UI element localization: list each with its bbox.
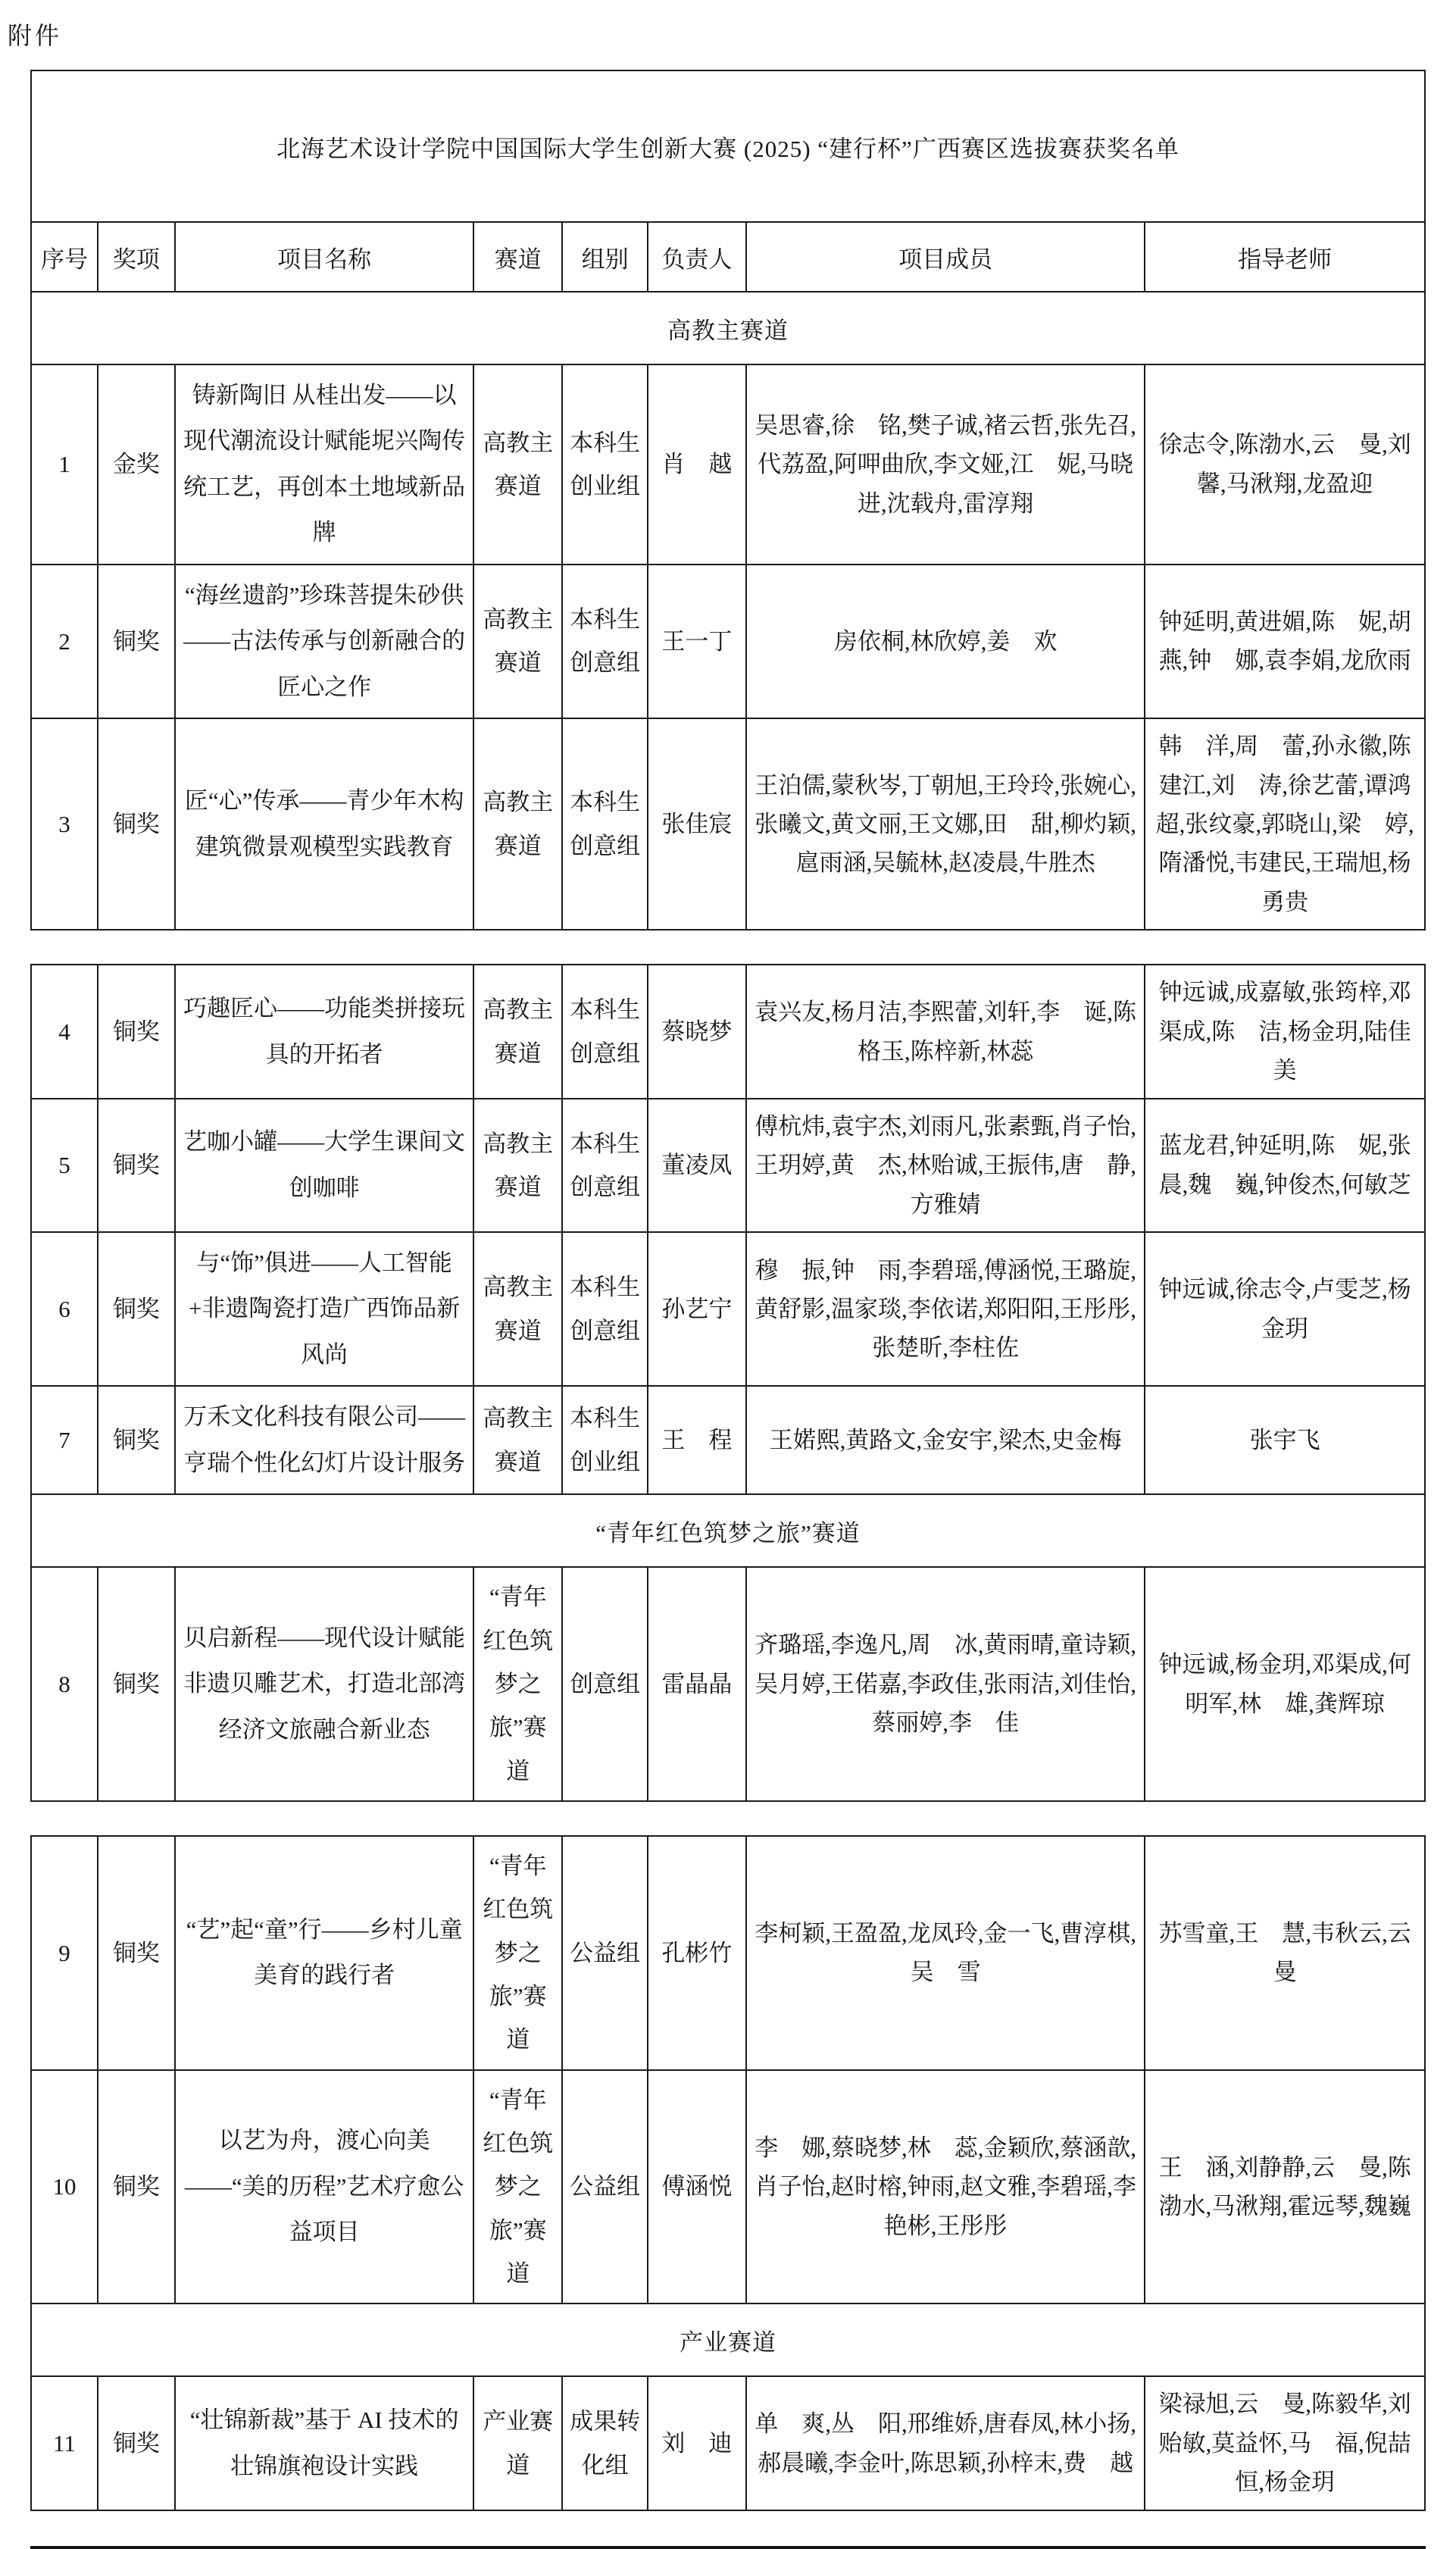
cell-track: 产业赛道 [473,2376,562,2510]
cell-project: 以艺为舟，渡心向美——“美的历程”艺术疗愈公益项目 [175,2070,474,2304]
cell-award: 铜奖 [98,1232,175,1386]
cell-track: 高教主赛道 [473,965,562,1098]
table-row [31,1232,1425,1386]
table-row [31,364,1425,565]
cell-leader: 王一丁 [648,565,746,718]
cell-leader: 王 程 [648,1386,746,1494]
cell-no: 4 [31,965,98,1098]
title-row [31,70,1425,222]
cell-project: 铸新陶旧 从桂出发——以现代潮流设计赋能坭兴陶传统工艺，再创本土地域新品牌 [175,364,474,565]
header-row [31,222,1425,292]
cell-track: 高教主赛道 [473,364,562,565]
cell-project: 贝启新程——现代设计赋能非遗贝雕艺术，打造北部湾经济文旅融合新业态 [175,1567,474,1801]
cell-group: 公益组 [562,2070,648,2304]
cell-no: 5 [31,1099,98,1232]
cell-project: 与“饰”俱进——人工智能+非遗陶瓷打造广西饰品新风尚 [175,1232,474,1386]
awards-table-block [30,1835,1426,2511]
column-header-members: 项目成员 [746,222,1145,292]
cell-track: 高教主赛道 [473,1386,562,1494]
cell-teachers: 钟延明,黄进媚,陈 妮,胡燕,钟 娜,袁李娟,龙欣雨 [1145,565,1425,718]
cell-members: 李 娜,蔡晓梦,林 蕊,金颖欣,蔡涵歆,肖子怡,赵时榕,钟雨,赵文雅,李碧瑶,李艳彬,王彤彤 [746,2070,1145,2304]
cell-members: 王婼熙,黄路文,金安宇,梁杰,史金梅 [746,1386,1145,1494]
cell-award: 铜奖 [98,2070,175,2304]
column-header-teachers: 指导老师 [1145,222,1425,292]
cell-no: 11 [31,2376,98,2510]
cell-leader: 孔彬竹 [648,1836,746,2070]
cell-track: “青年红色筑梦之旅”赛道 [473,2070,562,2304]
cell-members: 王泊儒,蒙秋岑,丁朝旭,王玲玲,张婉心,张曦文,黄文丽,王文娜,田 甜,柳灼颖,扈雨涵,吴毓林,赵凌晨,牛胜杰 [746,718,1145,930]
cell-teachers: 徐志令,陈渤水,云 曼,刘馨,马湫翔,龙盈迎 [1145,364,1425,565]
cell-track: 高教主赛道 [473,1232,562,1386]
cell-group: 创意组 [562,1567,648,1801]
cell-leader: 孙艺宁 [648,1232,746,1386]
section-header: 高教主赛道 [31,292,1425,364]
section-row [31,1494,1425,1567]
cell-leader: 刘 迪 [648,2376,746,2510]
table-row [31,965,1425,1098]
attachment-label: 附件 [8,22,63,49]
column-header-project: 项目名称 [175,222,474,292]
cell-group: 本科生创业组 [562,1386,648,1494]
cell-project: “艺”起“童”行——乡村儿童美育的践行者 [175,1836,474,2070]
column-header-no: 序号 [31,222,98,292]
cell-no: 8 [31,1567,98,1801]
cell-teachers: 梁禄旭,云 曼,陈毅华,刘贻敏,莫益怀,马 福,倪喆恒,杨金玥 [1145,2376,1425,2510]
cell-award: 铜奖 [98,718,175,930]
cell-leader: 雷晶晶 [648,1567,746,1801]
cell-teachers: 钟远诚,成嘉敏,张筠梓,邓渠成,陈 洁,杨金玥,陆佳美 [1145,965,1425,1098]
awards-table-block [30,70,1426,930]
cell-track: 高教主赛道 [473,718,562,930]
cell-teachers: 蓝龙君,钟延明,陈 妮,张晨,魏 巍,钟俊杰,何敏芝 [1145,1099,1425,1232]
cell-group: 公益组 [562,1836,648,2070]
cell-track: “青年红色筑梦之旅”赛道 [473,1567,562,1801]
table-row [31,565,1425,718]
section-header: 产业赛道 [31,2303,1425,2376]
table-row [31,718,1425,930]
cell-award: 铜奖 [98,2376,175,2510]
section-header: “青年红色筑梦之旅”赛道 [31,1494,1425,1567]
cell-members: 李柯颖,王盈盈,龙凤玲,金一飞,曹淳棋,吴 雪 [746,1836,1145,2070]
cell-no: 2 [31,565,98,718]
table-bottom-edge [30,2511,1426,2549]
cell-award: 铜奖 [98,1567,175,1801]
cell-track: 高教主赛道 [473,565,562,718]
cell-group: 本科生创意组 [562,718,648,930]
cell-group: 本科生创意组 [562,1099,648,1232]
section-row [31,2303,1425,2376]
table-row [31,2376,1425,2510]
table-row [31,2070,1425,2304]
cell-members: 单 爽,丛 阳,邢维娇,唐春凤,林小扬,郝晨曦,李金叶,陈思颖,孙梓末,费 越 [746,2376,1145,2510]
cell-members: 房依桐,林欣婷,姜 欢 [746,565,1145,718]
cell-members: 吴思睿,徐 铭,樊子诚,褚云哲,张先召,代荔盈,阿呷曲欣,李文娅,江 妮,马晓进,沈载舟,雷淳翔 [746,364,1145,565]
cell-members: 袁兴友,杨月洁,李熙蕾,刘轩,李 诞,陈格玉,陈梓新,林蕊 [746,965,1145,1098]
cell-members: 傅杭炜,袁宇杰,刘雨凡,张素甄,肖子怡,王玥婷,黄 杰,林贻诚,王振伟,唐 静,方雅婧 [746,1099,1145,1232]
table-row [31,1567,1425,1801]
cell-teachers: 苏雪童,王 慧,韦秋云,云曼 [1145,1836,1425,2070]
cell-award: 铜奖 [98,1836,175,2070]
page-title: 北海艺术设计学院中国国际大学生创新大赛 (2025) “建行杯”广西赛区选拔赛获奖名单 [31,70,1425,222]
table-row [31,1836,1425,2070]
cell-no: 7 [31,1386,98,1494]
cell-award: 铜奖 [98,1099,175,1232]
cell-group: 本科生创意组 [562,1232,648,1386]
cell-project: 匠“心”传承——青少年木构建筑微景观模型实践教育 [175,718,474,930]
cell-award: 铜奖 [98,965,175,1098]
cell-group: 本科生创意组 [562,565,648,718]
cell-project: “壮锦新裁”基于 AI 技术的壮锦旗袍设计实践 [175,2376,474,2510]
cell-leader: 蔡晓梦 [648,965,746,1098]
cell-track: 高教主赛道 [473,1099,562,1232]
cell-members: 齐璐瑶,李逸凡,周 冰,黄雨晴,童诗颖,吴月婷,王偌嘉,李政佳,张雨洁,刘佳怡,蔡丽婷,李 佳 [746,1567,1145,1801]
cell-project: 万禾文化科技有限公司——亨瑞个性化幻灯片设计服务 [175,1386,474,1494]
section-row [31,292,1425,364]
cell-no: 10 [31,2070,98,2304]
cell-no: 9 [31,1836,98,2070]
column-header-track: 赛道 [473,222,562,292]
awards-table-block [30,964,1426,1802]
table-row [31,1386,1425,1494]
cell-no: 1 [31,364,98,565]
cell-project: “海丝遗韵”珍珠菩提朱砂供——古法传承与创新融合的匠心之作 [175,565,474,718]
cell-teachers: 韩 洋,周 蕾,孙永徽,陈建江,刘 涛,徐艺蕾,谭鸿超,张纹豪,郭晓山,梁 婷,隋潘悦,韦建民,王瑞旭,杨勇贵 [1145,718,1425,930]
cell-teachers: 钟远诚,徐志令,卢雯芝,杨金玥 [1145,1232,1425,1386]
cell-award: 铜奖 [98,1386,175,1494]
cell-no: 6 [31,1232,98,1386]
cell-leader: 董凌凤 [648,1099,746,1232]
cell-group: 本科生创业组 [562,364,648,565]
cell-award: 金奖 [98,364,175,565]
column-header-group: 组别 [562,222,648,292]
awards-table-area [0,70,1456,2511]
cell-members: 穆 振,钟 雨,李碧瑶,傅涵悦,王璐旋,黄舒影,温家琰,李依诺,郑阳阳,王彤彤,张楚昕,李柱佐 [746,1232,1145,1386]
cell-award: 铜奖 [98,565,175,718]
cell-no: 3 [31,718,98,930]
cell-teachers: 钟远诚,杨金玥,邓渠成,何明军,林 雄,龚辉琼 [1145,1567,1425,1801]
cell-track: “青年红色筑梦之旅”赛道 [473,1836,562,2070]
cell-group: 成果转化组 [562,2376,648,2510]
table-row [31,1099,1425,1232]
cell-leader: 张佳宸 [648,718,746,930]
column-header-award: 奖项 [98,222,175,292]
cell-teachers: 张宇飞 [1145,1386,1425,1494]
cell-teachers: 王 涵,刘静静,云 曼,陈渤水,马湫翔,霍远琴,魏巍 [1145,2070,1425,2304]
cell-project: 艺咖小罐——大学生课间文创咖啡 [175,1099,474,1232]
cell-leader: 肖 越 [648,364,746,565]
column-header-leader: 负责人 [648,222,746,292]
cell-group: 本科生创意组 [562,965,648,1098]
cell-leader: 傅涵悦 [648,2070,746,2304]
cell-project: 巧趣匠心——功能类拼接玩具的开拓者 [175,965,474,1098]
